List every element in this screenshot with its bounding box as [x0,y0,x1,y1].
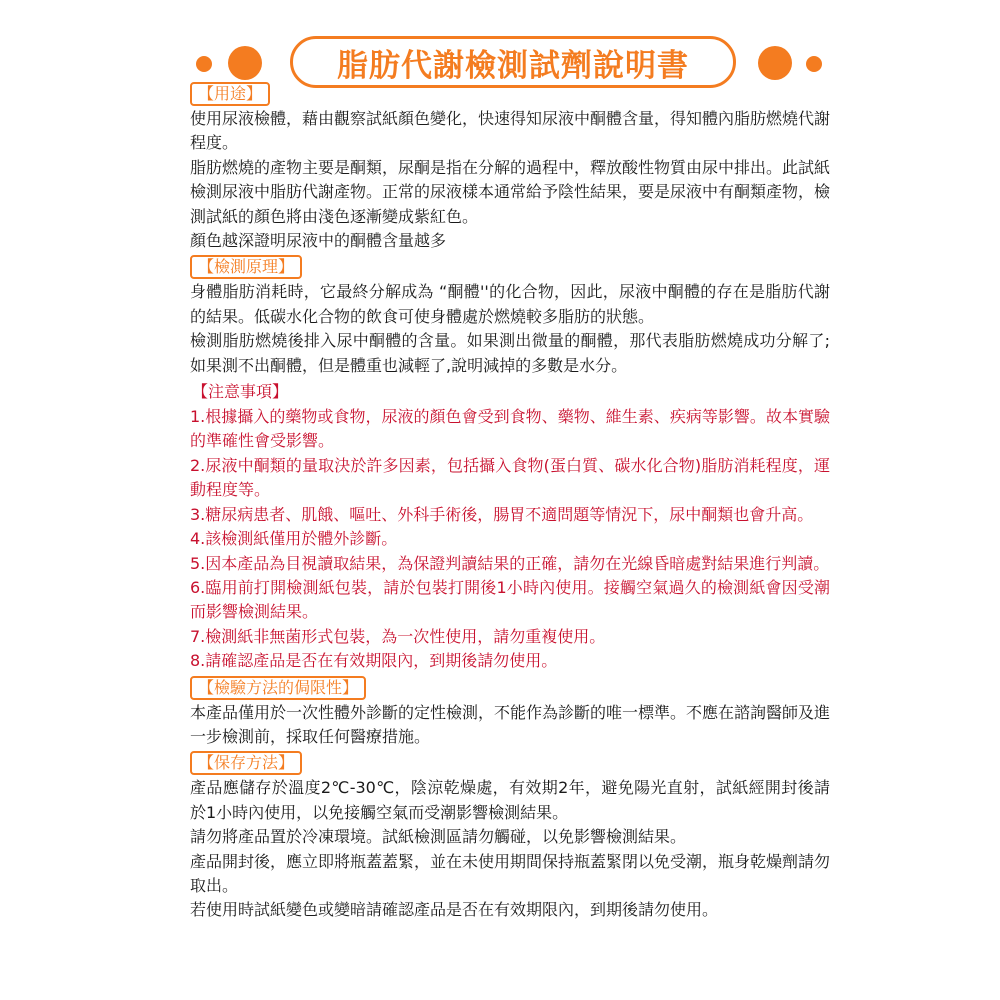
note-item: 8.請確認產品是否在有效期限內，到期後請勿使用。 [190,651,558,671]
small-dot-right [806,56,822,72]
principle-paragraph: 身體脂肪消耗時，它最終分解成為 “酮體''的化合物，因此，尿液中酮體的存在是脂肪代謝的結果。低碳水化合物的飲食可使身體處於燃燒較多脂肪的狀態。 [190,282,830,326]
page-title: 脂肪代謝檢測試劑說明書 [337,47,689,84]
storage-paragraph: 請勿將產品置於冷凍環境。試紙檢測區請勿觸碰，以免影響檢測結果。 [190,827,687,847]
note-item: 3.糖尿病患者、肌餓、嘔吐、外科手術後，腸胃不適問題等情況下，尿中酮類也會升高。 [190,504,814,524]
note-item: 4.該檢測紙僅用於體外診斷。 [190,529,398,549]
note-item: 6.臨用前打開檢測紙包裝，請於包裝打開後1小時內使用。接觸空氣過久的檢測紙會因受潮而影響檢測結果。 [190,577,830,622]
large-dot-right [758,46,792,80]
storage-paragraph: 產品應儲存於溫度2℃-30℃，陰涼乾燥處，有效期2年，避免陽光直射，試紙經開封後請於1小時內使用，以免接觸空氣而受潮影響檢測結果。 [190,778,830,822]
section-label-usage: 【用途】 [190,82,270,106]
section-label-storage: 【保存方法】 [190,751,302,775]
storage-paragraph: 若使用時試紙變色或變暗請確認產品是否在有效期限內，到期後請勿使用。 [190,900,719,920]
section-label-notes: 【注意事項】 [192,382,289,402]
section-label-limitations: 【檢驗方法的侷限性】 [190,676,366,700]
limitations-paragraph: 本產品僅用於一次性體外診斷的定性檢測，不能作為診斷的唯一標準。不應在諮詢醫師及進一步檢測前，採取任何醫療措施。 [190,702,831,746]
note-item: 5.因本產品為目視讀取結果，為保證判讀結果的正確，請勿在光線昏暗處對結果進行判讀。 [190,553,830,573]
usage-paragraph: 脂肪燃燒的產物主要是酮類，尿酮是指在分解的過程中，釋放酸性物質由尿中排出。此試紙檢測尿液中脂肪代謝產物。正常的尿液樣本通常給予陰性結果，要是尿液中有酮類產物，檢測試紙的顏色將由淺色逐漸變成紫紅色。 [190,157,831,226]
section-label-principle: 【檢測原理】 [190,255,302,279]
document-body [190,80,830,923]
principle-paragraph: 檢測脂肪燃燒後排入尿中酮體的含量。如果測出微量的酮體，那代表脂肪燃燒成功分解了;如果測不出酮體，但是體重也減輕了,說明減掉的多數是水分。 [190,331,830,375]
large-dot-left [228,46,262,80]
usage-paragraph: 顏色越深證明尿液中的酮體含量越多 [190,231,447,251]
usage-paragraph: 使用尿液檢體，藉由觀察試紙顏色變化，快速得知尿液中酮體含量，得知體內脂肪燃燒代謝程度。 [190,109,831,153]
note-item: 2.尿液中酮類的量取決於許多因素，包括攝入食物(蛋白質、碳水化合物)脂肪消耗程度，運動程度等。 [190,455,830,500]
note-item: 1.根據攝入的藥物或食物，尿液的顏色會受到食物、藥物、維生素、疾病等影響。故本實驗的準確性會受影響。 [190,407,830,451]
note-item: 7.檢測紙非無菌形式包裝，為一次性使用，請勿重複使用。 [190,626,606,646]
storage-paragraph: 產品開封後，應立即將瓶蓋蓋緊，並在未使用期間保持瓶蓋緊閉以免受潮，瓶身乾燥劑請勿取出。 [190,851,831,895]
small-dot-left [196,56,212,72]
